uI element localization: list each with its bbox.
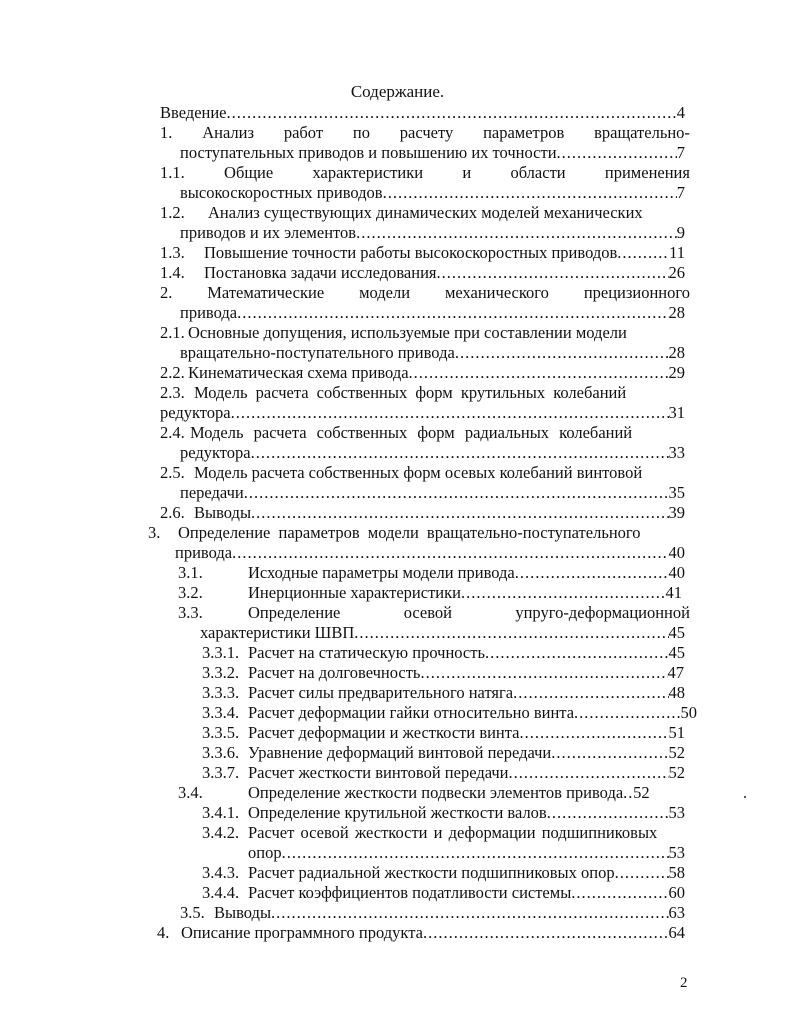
toc-entry-page: 58 [668, 863, 685, 882]
toc-entry-text: Повышение точности работы высокоскоростных приводов [204, 243, 618, 262]
toc-entry-page: 48 [668, 683, 685, 702]
toc-entry-number: 3.3. [178, 603, 203, 622]
toc-entry-number: 1.2. [160, 203, 185, 222]
toc-entry-number: 3.5. [180, 903, 205, 922]
toc-entry-number: 1.1. [160, 163, 185, 182]
toc-entry-number: 3.3.6. [202, 743, 240, 762]
toc-entry-3-4[interactable] [178, 783, 685, 803]
toc-entry-3-4-4[interactable] [202, 883, 685, 903]
word: Математические [207, 283, 325, 302]
toc-entry-page: 51 [668, 723, 685, 742]
toc-title: Содержание. [350, 82, 445, 101]
toc-entry-text: Расчет на долговечность [248, 663, 421, 682]
toc-entry-text: редуктора [180, 443, 251, 462]
toc-entry-text: Определение жесткости подвески элементов привода [248, 783, 624, 802]
toc-entry-3-cont[interactable] [175, 543, 685, 563]
toc-entry-number: 2.1. [160, 323, 185, 342]
toc-entry-text: приводов и их элементов [180, 223, 357, 242]
leader-dots [515, 563, 669, 583]
toc-entry-text: поступательных приводов и повышению их точности [180, 143, 557, 162]
toc-entry-text: привода [175, 543, 233, 562]
toc-entry-1-3[interactable] [160, 243, 685, 263]
toc-entry-1[interactable] [160, 123, 690, 143]
toc-entry-text: передачи [180, 483, 244, 502]
toc-entry-3[interactable] [148, 523, 693, 543]
toc-entry-4[interactable] [157, 923, 685, 943]
leader-dots [520, 723, 669, 743]
toc-entry-number: 3.4.3. [202, 863, 240, 882]
toc-entry-2-2[interactable] [160, 363, 685, 383]
toc-entry-number: 2.3. [160, 383, 185, 402]
leader-dots [420, 663, 667, 683]
word: модели [359, 283, 411, 302]
toc-entry-number: 2.4. [160, 423, 185, 442]
leader-dots [509, 763, 669, 783]
toc-entry-text: Расчет на статическую прочность [248, 643, 485, 662]
toc-entry-number: 3.4.4. [202, 883, 240, 902]
leader-dots [557, 143, 677, 163]
word: упруго-деформационной [515, 603, 690, 622]
toc-entry-text: привода [180, 303, 238, 322]
toc-entry-number: 3.2. [178, 583, 203, 602]
toc-entry-number: 2.2. [160, 363, 185, 382]
toc-entry-page: 52 [633, 783, 650, 802]
toc-entry-1-2[interactable] [160, 203, 690, 223]
toc-entry-page: 33 [668, 443, 685, 462]
toc-entry-3-3-5[interactable] [202, 723, 685, 743]
toc-entry-3-3-6[interactable] [202, 743, 685, 763]
leader-dots [282, 843, 669, 863]
leader-dots [251, 443, 669, 463]
toc-entry-text: опор [248, 843, 282, 862]
word: параметров [483, 123, 565, 142]
toc-entry-page: 7 [676, 143, 685, 162]
word: механического [444, 283, 549, 302]
leader-dots [461, 583, 666, 603]
toc-entry-page: 47 [667, 663, 684, 682]
word: расчету [399, 123, 454, 142]
leader-dots [513, 683, 668, 703]
toc-entry-number: 3.3.7. [202, 763, 240, 782]
leader-dots [571, 883, 668, 903]
word: характеристики [312, 163, 424, 182]
toc-entry-3-3-cont[interactable] [200, 623, 685, 643]
toc-entry-2-3-cont[interactable] [160, 403, 685, 423]
toc-entry-text: высокоскоростных приводов [180, 183, 383, 202]
toc-entry-text [248, 603, 690, 623]
toc-entry-page: 41 [665, 583, 682, 602]
leader-dots [455, 343, 669, 363]
toc-entry-3-3-2[interactable] [202, 663, 684, 683]
toc-entry-2-4-cont[interactable] [180, 443, 685, 463]
toc-entry-1-cont[interactable] [180, 143, 685, 163]
toc-entry-2-1-cont[interactable] [180, 343, 685, 363]
toc-entry-number: 1. [160, 123, 173, 142]
toc-entry-number: 3.4.1. [202, 803, 240, 822]
toc-entry-text: Расчет деформации гайки относительно винта [248, 703, 575, 722]
toc-entry-page: 53 [668, 803, 685, 822]
toc-entry-number: 3.4.2. [202, 823, 240, 842]
leader-dots [271, 903, 668, 923]
toc-entry-text: характеристики ШВП [200, 623, 355, 642]
toc-entry-number: 3.3.3. [202, 683, 240, 702]
toc-entry-text: Описание программного продукта [181, 923, 423, 942]
leader-dots [485, 643, 669, 663]
leader-dots [251, 503, 668, 523]
leader-dots [227, 103, 677, 123]
toc-entry-page: 4 [676, 103, 685, 122]
toc-entry-page: 26 [668, 263, 685, 282]
toc-entry-text: Исходные параметры модели привода [248, 563, 515, 582]
toc-entry-3-4-3[interactable] [202, 863, 685, 883]
toc-entry-number: 4. [157, 923, 170, 942]
toc-entry-2-cont[interactable] [180, 303, 685, 323]
leader-dots [547, 803, 669, 823]
toc-entry-text: Расчет радиальной жесткости подшипниковых опор [248, 863, 615, 882]
leader-dots [436, 263, 668, 283]
leader-dots [574, 703, 680, 723]
toc-entry-number: 3.3.5. [202, 723, 240, 742]
toc-entry-3-1[interactable] [178, 563, 685, 583]
leader-dots [231, 403, 669, 423]
toc-entry-page: 11 [669, 243, 685, 262]
word: и [462, 163, 472, 182]
leader-dots [383, 183, 677, 203]
toc-entry-text: Расчет деформации и жесткости винта [248, 723, 520, 742]
toc-entry-page: 52 [668, 743, 685, 762]
toc-entry-page: 63 [668, 903, 685, 922]
toc-entry-3-3-7[interactable] [202, 763, 685, 783]
toc-entry-page: 31 [668, 403, 685, 422]
toc-entry-1-1-cont[interactable] [180, 183, 685, 203]
toc-entry-page: 45 [668, 623, 685, 642]
word: области [510, 163, 566, 182]
leader-dots [423, 923, 669, 943]
toc-entry-page: 39 [668, 503, 685, 522]
toc-entry-1-1[interactable] [160, 163, 690, 183]
toc-entry-2-3[interactable] [160, 383, 690, 403]
toc-entry-page: 29 [668, 363, 685, 382]
leader-dots [551, 743, 668, 763]
toc-entry-text: Модель расчета собственных форм крутильных колебаний [194, 383, 627, 402]
toc-entry-text: Модель расчета собственных форм радиальных колебаний [190, 423, 633, 442]
toc-entry-text: Выводы [214, 903, 272, 922]
toc-entry-2-1[interactable] [160, 323, 690, 343]
toc-entry-number: 3.3.4. [202, 703, 240, 722]
toc-entry-page: 40 [668, 563, 685, 582]
word: по [352, 123, 370, 142]
toc-entry-3-4-1[interactable] [202, 803, 685, 823]
word: осевой [403, 603, 452, 622]
toc-entry-2-4[interactable] [160, 423, 690, 443]
toc-entry-number: 3.3.1. [202, 643, 240, 662]
toc-entry-text: Инерционные характеристики [248, 583, 461, 602]
toc-entry-text: редуктора [160, 403, 231, 422]
leader-dots [244, 483, 669, 503]
toc-entry-page: 40 [668, 543, 685, 562]
word: вращательно- [594, 123, 690, 142]
word: Анализ [202, 123, 254, 142]
toc-entry-3-3-4[interactable] [202, 703, 697, 723]
toc-entry-3-4-2-cont[interactable] [248, 843, 685, 863]
toc-entry-text: Основные допущения, используемые при составлении модели [188, 323, 627, 342]
toc-entry-text: Определение крутильной жесткости валов [248, 803, 547, 822]
leader-dots [356, 223, 677, 243]
toc-entry-2-5[interactable] [160, 463, 690, 483]
leader-dots [623, 783, 633, 803]
toc-entry-3-5[interactable] [180, 903, 685, 923]
toc-entry-number: 1.4. [160, 263, 185, 282]
toc-entry-page: 53 [668, 843, 685, 862]
toc-entry-text: Кинематическая схема привода [188, 363, 409, 382]
toc-entry-text: Расчет коэффициентов податливости системы [248, 883, 572, 902]
toc-entry-page: 50 [680, 703, 697, 722]
toc-entry-number: 3.3.2. [202, 663, 240, 682]
toc-entry-page: 45 [668, 643, 685, 662]
toc-entry-number: 2. [160, 283, 173, 302]
toc-entry-3-3[interactable] [178, 603, 690, 623]
toc-entry-page: 7 [676, 183, 685, 202]
toc-entry-text: Расчет осевой жесткости и деформации подшипниковых [248, 823, 658, 842]
toc-entry-text: Расчет силы предварительного натяга [248, 683, 514, 702]
toc-entry-number: 2.6. [160, 503, 185, 522]
toc-entry-text: вращательно-поступательного привода [180, 343, 455, 362]
toc-entry-3-3-1[interactable] [202, 643, 685, 663]
toc-entry-page: 28 [668, 343, 685, 362]
toc-entry-page: 9 [676, 223, 685, 242]
toc-entry-page: 60 [668, 883, 685, 902]
toc-entry-2-6[interactable] [160, 503, 685, 523]
toc-entry-text: Постановка задачи исследования [204, 263, 437, 282]
toc-entry-number: 3. [148, 523, 161, 542]
toc-entry-number: 2.5. [160, 463, 185, 482]
toc-entry-page: 64 [668, 923, 685, 942]
toc-entry-number: 1.3. [160, 243, 185, 262]
scan-speck [744, 796, 746, 798]
word: работ [283, 123, 324, 142]
toc-entry-number: 3.1. [178, 563, 203, 582]
toc-entry-text: Выводы [194, 503, 252, 522]
leader-dots [617, 243, 669, 263]
toc-entry-text: Уравнение деформаций винтовой передачи [248, 743, 552, 762]
toc-entry-1-2-cont[interactable] [180, 223, 685, 243]
leader-dots [237, 303, 668, 323]
toc-entry-number: 3.4. [178, 783, 203, 802]
toc-entry-page: 52 [668, 763, 685, 782]
page-number: 2 [680, 975, 688, 991]
toc-entry-text: Модель расчета собственных форм осевых колебаний винтовой [194, 463, 643, 482]
toc-entry-text: Расчет жесткости винтовой передачи [248, 763, 509, 782]
leader-dots [232, 543, 668, 563]
toc-entry-3-2[interactable] [178, 583, 682, 603]
toc-entry-2[interactable] [160, 283, 690, 303]
leader-dots [615, 863, 669, 883]
toc-entry-1-4[interactable] [160, 263, 685, 283]
toc-entry-page: 35 [668, 483, 685, 502]
toc-entry-text: Анализ существующих динамических моделей механических [208, 203, 643, 222]
toc-entry-3-4-2[interactable] [202, 823, 694, 843]
toc-entry-page: 28 [668, 303, 685, 322]
leader-dots [354, 623, 668, 643]
leader-dots [409, 363, 669, 383]
toc-entry-3-3-3[interactable] [202, 683, 685, 703]
toc-entry-text: Введение [160, 103, 227, 122]
toc-entry-intro[interactable] [160, 103, 685, 123]
word: прецизионного [583, 283, 690, 302]
word: применения [604, 163, 690, 182]
word: Определение [248, 603, 341, 622]
toc-entry-text: Определение параметров модели вращательно-поступательного [178, 523, 641, 542]
word: Общие [224, 163, 274, 182]
toc-entry-2-5-cont[interactable] [180, 483, 685, 503]
